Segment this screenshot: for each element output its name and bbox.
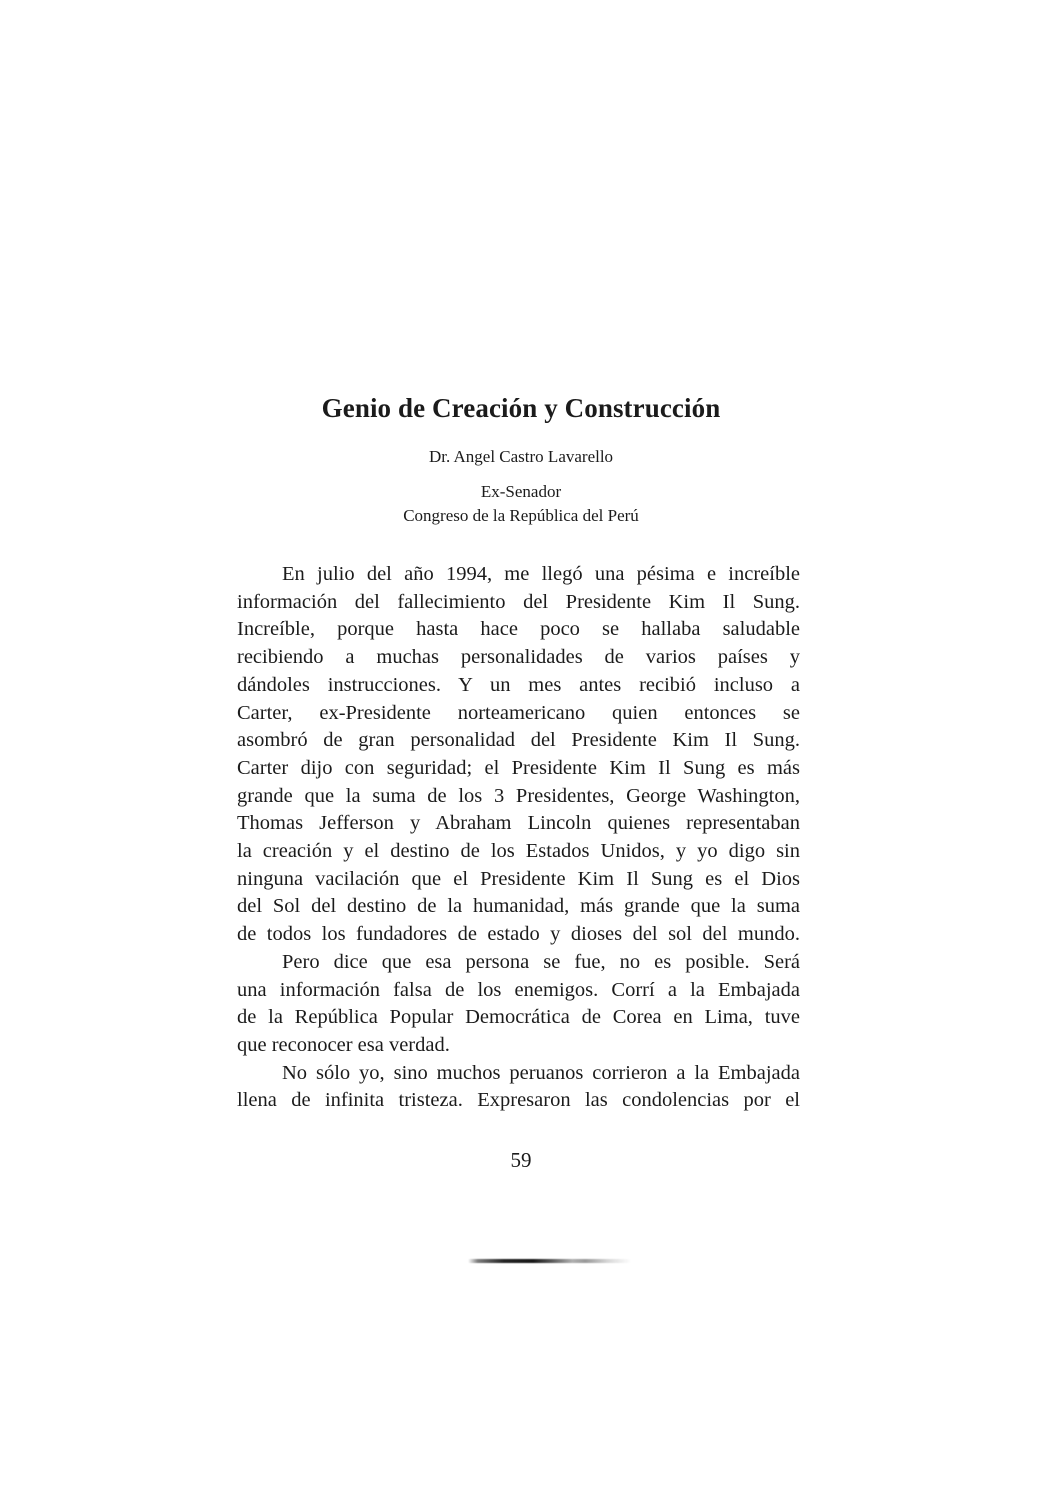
body-line: Carter, ex-Presidente norteamericano quien entonces se (237, 701, 800, 724)
page-number: 59 (510, 1148, 532, 1172)
body-line: Carter dijo con seguridad; el Presidente Kim Il Sung es más (237, 756, 800, 779)
body-line: la creación y el destino de los Estados Unidos, y yo digo sin (237, 840, 800, 863)
body-line: llena de infinita tristeza. Expresaron las condolencias por el (237, 1089, 800, 1112)
body-line: información del fallecimiento del Presidente Kim Il Sung. (237, 590, 800, 613)
body-line: del Sol del destino de la humanidad, más grande que la suma (237, 895, 800, 918)
body-line: dándoles instrucciones. Y un mes antes recibió incluso a (237, 673, 800, 696)
ink-smear-artifact (468, 1259, 631, 1263)
author-role: Ex-Senador (480, 482, 562, 501)
body-line: de todos los fundadores de estado y dioses del sol del mundo. (237, 923, 800, 946)
body-line: que reconocer esa verdad. (237, 1033, 450, 1056)
author-name: Dr. Angel Castro Lavarello (428, 447, 614, 466)
body-line: de la República Popular Democrática de Corea en Lima, tuve (237, 1006, 800, 1029)
body-line: asombró de gran personalidad del Presidente Kim Il Sung. (237, 729, 800, 752)
body-line: recibiendo a muchas personalidades de varios países y (237, 646, 800, 669)
body-line: una información falsa de los enemigos. Corrí a la Embajada (237, 978, 800, 1001)
author-organization: Congreso de la República del Perú (403, 506, 639, 525)
body-line: No sólo yo, sino muchos peruanos corrieron a la Embajada (282, 1061, 800, 1084)
body-line: Thomas Jefferson y Abraham Lincoln quienes representaban (237, 812, 800, 835)
body-line: ninguna vacilación que el Presidente Kim Il Sung es el Dios (237, 867, 800, 890)
body-line: grande que la suma de los 3 Presidentes, George Washington, (237, 784, 800, 807)
body-text (237, 561, 800, 1115)
body-line: En julio del año 1994, me llegó una pésima e increíble (282, 563, 800, 585)
body-line: Pero dice que esa persona se fue, no es posible. Será (282, 950, 800, 973)
body-line: Increíble, porque hasta hace poco se hallaba saludable (237, 618, 800, 641)
page-title: Genio de Creación y Construcción (321, 393, 721, 423)
